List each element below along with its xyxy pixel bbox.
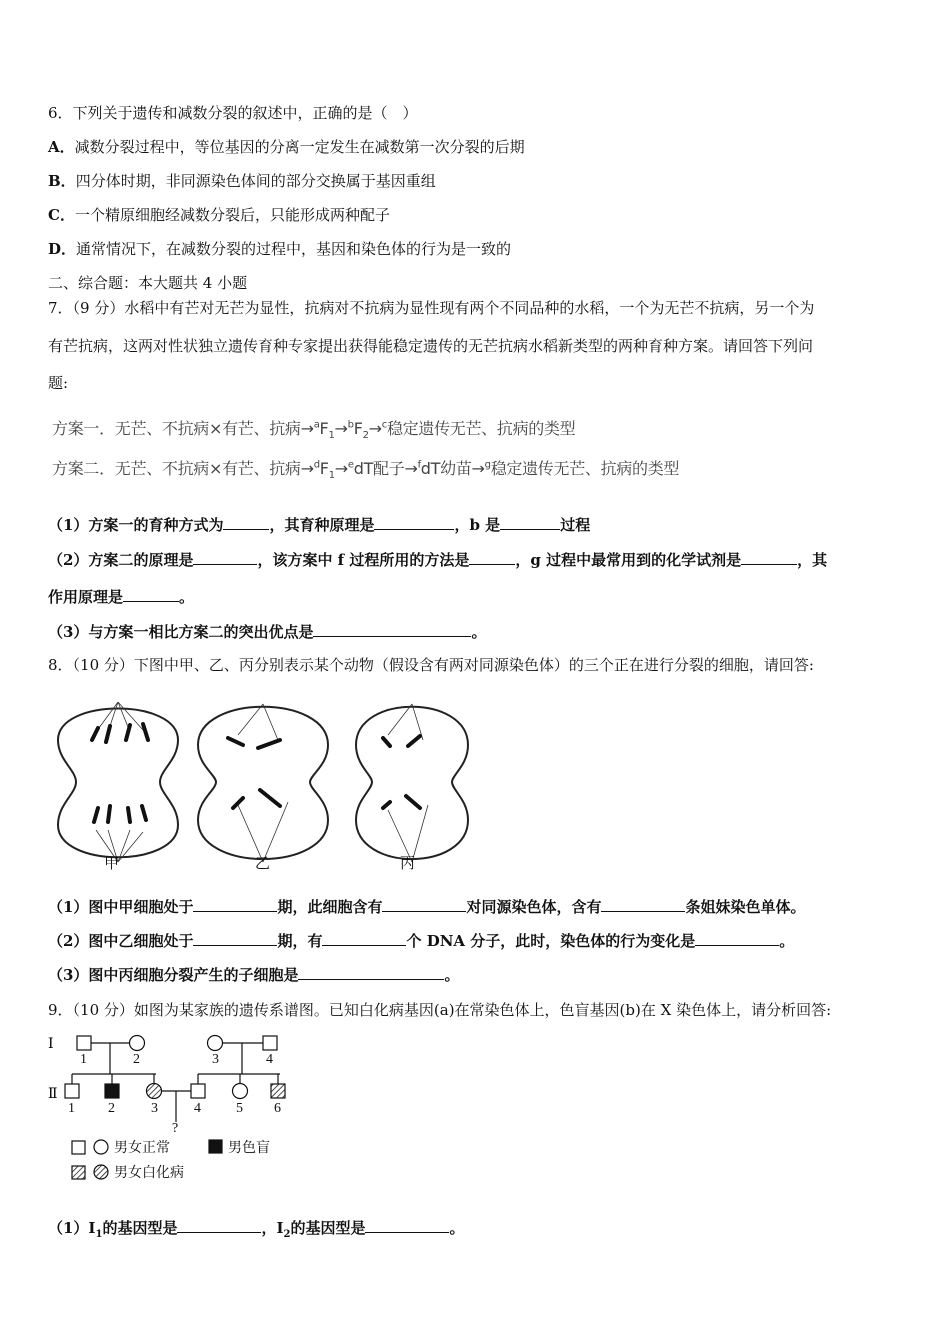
section-heading: 二、综合题：本大题共 4 小题	[48, 274, 248, 292]
answer-blank[interactable]	[313, 622, 471, 637]
cell-label-yi: 乙	[255, 854, 271, 872]
generation: F	[319, 419, 329, 438]
generation-label-2: Ⅱ	[48, 1087, 58, 1102]
pedigree-number: 2	[108, 1101, 115, 1116]
text: ，其	[797, 551, 828, 569]
male-normal	[191, 1084, 205, 1098]
answer-blank[interactable]	[223, 515, 269, 530]
text: ，Ⅰ	[261, 1219, 284, 1237]
text: 。	[444, 966, 460, 984]
subscript: 2	[283, 1229, 291, 1240]
step-label: c	[381, 419, 387, 431]
q7-stem-line1: 7．（9 分）水稻中有芒对无芒为显性，抗病对不抗病为显性现有两个不同品种的水稻，一个为无芒不抗病，另一个为	[48, 299, 815, 317]
answer-blank[interactable]	[469, 550, 515, 565]
q7-stem-line2: 有芒抗病，这两对性状独立遗传育种专家提出获得能稳定遗传的无芒抗病水稻新类型的两种育种方案。请回答下列问	[48, 337, 814, 355]
cell-yi-outline	[198, 707, 328, 859]
pedigree-number: 1	[80, 1052, 87, 1067]
scheme-gamete: dT配子	[353, 459, 405, 478]
text: 。	[179, 588, 195, 606]
unknown-offspring: ?	[172, 1121, 179, 1136]
male-normal	[65, 1084, 79, 1098]
text: 。	[779, 932, 795, 950]
spindle-fibers	[388, 704, 428, 862]
subscript: 1	[95, 1229, 103, 1240]
option-text: 一个精原细胞经减数分裂后，只能形成两种配子	[74, 206, 390, 224]
pedigree-number: 4	[266, 1052, 273, 1067]
text: 。	[471, 623, 487, 641]
option-text: 减数分裂过程中，等位基因的分离一定发生在减数第一次分裂的后期	[74, 138, 525, 156]
generation-sub: 1	[328, 430, 335, 442]
legend-albino-label: 男女白化病	[114, 1166, 184, 1181]
arrow-icon: →	[334, 459, 348, 478]
spindle-fibers	[238, 704, 288, 862]
option-letter: C．	[48, 206, 75, 224]
step-label: b	[347, 419, 354, 431]
pedigree-number: 4	[194, 1101, 201, 1116]
text: （2）图中乙细胞处于	[48, 932, 194, 950]
female-normal	[130, 1036, 145, 1051]
q6-option-a	[48, 137, 525, 157]
generation-sub: 1	[328, 470, 335, 482]
answer-blank[interactable]	[322, 931, 406, 946]
answer-blank[interactable]	[193, 550, 257, 565]
step-label: g	[484, 459, 491, 471]
arrow-icon: →	[404, 459, 418, 478]
male-normal	[77, 1036, 91, 1050]
q8-sub1	[48, 897, 806, 917]
text: 的基因型是	[102, 1219, 178, 1237]
pedigree-number: 3	[151, 1101, 158, 1116]
text: 的基因型是	[290, 1219, 366, 1237]
q7-sub2	[48, 550, 827, 570]
text: （1）图中甲细胞处于	[48, 898, 194, 916]
female-normal	[233, 1084, 248, 1099]
cell-label-bing: 丙	[400, 854, 416, 872]
q6-option-c	[48, 205, 390, 225]
answer-blank[interactable]	[123, 587, 179, 602]
text: ，b 是	[454, 516, 501, 534]
breeding-scheme-1	[52, 416, 575, 441]
legend-normal-label: 男女正常	[114, 1141, 170, 1156]
pedigree-chart	[44, 1030, 304, 1190]
cell-jia-outline	[58, 709, 178, 858]
q7-sub3	[48, 622, 486, 642]
generation-label-1: Ⅰ	[48, 1037, 54, 1052]
q7-sub1	[48, 515, 590, 535]
male-colorblind	[105, 1084, 119, 1098]
q6-option-d	[48, 239, 511, 259]
answer-blank[interactable]	[365, 1218, 449, 1233]
text: （3）与方案一相比方案二的突出优点是	[48, 623, 314, 641]
generation-sub: 2	[362, 430, 369, 442]
text: （2）方案二的原理是	[48, 551, 194, 569]
legend-male-normal-icon	[72, 1141, 85, 1154]
female-normal	[208, 1036, 223, 1051]
q9-stem: 9．（10 分）如图为某家族的遗传系谱图。已知白化病基因(a)在常染色体上，色盲基因(b)在 X 染色体上，请分析回答:	[48, 1001, 832, 1019]
step-label: f	[417, 459, 421, 471]
answer-blank[interactable]	[382, 897, 466, 912]
q8-sub2	[48, 931, 794, 951]
q9-sub1	[48, 1218, 464, 1245]
text: ，该方案中 f 过程所用的方法是	[257, 551, 470, 569]
chromosome	[94, 806, 146, 822]
pedigree-number: 6	[274, 1101, 281, 1116]
breeding-scheme-2	[52, 456, 679, 481]
text: （1）方案一的育种方式为	[48, 516, 224, 534]
text: ，其育种原理是	[269, 516, 375, 534]
chromosome	[228, 738, 280, 808]
scheme-cross: 方案二．无芒、不抗病×有芒、抗病	[52, 459, 301, 478]
arrow-icon: →	[300, 459, 314, 478]
pedigree-number: 3	[212, 1052, 219, 1067]
answer-blank[interactable]	[193, 931, 277, 946]
option-letter: B．	[48, 172, 76, 190]
legend-female-albino-icon	[94, 1165, 108, 1179]
cell-label-jia: 甲	[104, 854, 120, 872]
scheme-result: 稳定遗传无芒、抗病的类型	[490, 459, 680, 478]
q6-option-b	[48, 171, 436, 191]
pedigree-number: 2	[133, 1052, 140, 1067]
option-letter: A．	[48, 138, 75, 156]
scheme-result: 稳定遗传无芒、抗病的类型	[386, 419, 576, 438]
text: 作用原理是	[48, 588, 124, 606]
text: 。	[449, 1219, 465, 1237]
arrow-icon: →	[471, 459, 485, 478]
cell-bing-outline	[356, 707, 468, 859]
text: 对同源染色体，含有	[466, 898, 602, 916]
answer-blank[interactable]	[374, 515, 454, 530]
answer-blank[interactable]	[741, 550, 797, 565]
spindle-fibers	[96, 702, 143, 732]
answer-blank[interactable]	[500, 515, 560, 530]
text: （3）图中丙细胞分裂产生的子细胞是	[48, 966, 299, 984]
text: 条姐妹染色单体。	[685, 898, 806, 916]
text: 个 DNA 分子，此时，染色体的行为变化是	[406, 932, 696, 950]
male-albino	[271, 1084, 285, 1098]
legend-female-normal-icon	[94, 1140, 108, 1154]
text: 期，此细胞含有	[277, 898, 383, 916]
text: 期，有	[277, 932, 323, 950]
q8-stem: 8．（10 分）下图中甲、乙、丙分别表示某个动物（假设含有两对同源染色体）的三个正在进行分裂的细胞，请回答:	[48, 656, 814, 674]
arrow-icon: →	[300, 419, 314, 438]
answer-blank[interactable]	[695, 931, 779, 946]
option-text: 通常情况下，在减数分裂的过程中，基因和染色体的行为是一致的	[76, 240, 512, 258]
q7-stem-line3: 题:	[48, 374, 69, 392]
chromosome	[383, 736, 420, 808]
step-label: d	[313, 459, 320, 471]
text: （1）Ⅰ	[48, 1219, 96, 1237]
female-albino	[147, 1084, 162, 1099]
male-normal	[263, 1036, 277, 1050]
q8-sub3	[48, 965, 459, 985]
step-label: a	[313, 419, 320, 431]
answer-blank[interactable]	[601, 897, 685, 912]
answer-blank[interactable]	[177, 1218, 261, 1233]
answer-blank[interactable]	[193, 897, 277, 912]
pedigree-number: 1	[68, 1101, 75, 1116]
option-letter: D．	[48, 240, 77, 258]
text: 过程	[560, 516, 591, 534]
pedigree-number: 5	[236, 1101, 243, 1116]
arrow-icon: →	[368, 419, 382, 438]
option-text: 四分体时期，非同源染色体间的部分交换属于基因重组	[75, 172, 436, 190]
legend-male-albino-icon	[72, 1166, 85, 1179]
generation: F	[319, 459, 329, 478]
legend-male-colorblind-icon	[209, 1140, 222, 1153]
arrow-icon: →	[334, 419, 348, 438]
step-label: e	[347, 459, 354, 471]
scheme-seedling: dT幼苗	[420, 459, 472, 478]
answer-blank[interactable]	[298, 965, 444, 980]
text: ，g 过程中最常用到的化学试剂是	[515, 551, 742, 569]
scheme-cross: 方案一．无芒、不抗病×有芒、抗病	[52, 419, 301, 438]
q6-stem: 6．下列关于遗传和减数分裂的叙述中，正确的是（ ）	[48, 104, 418, 122]
generation: F	[353, 419, 363, 438]
legend-colorblind-label: 男色盲	[228, 1141, 270, 1156]
q7-sub2-cont	[48, 587, 194, 607]
